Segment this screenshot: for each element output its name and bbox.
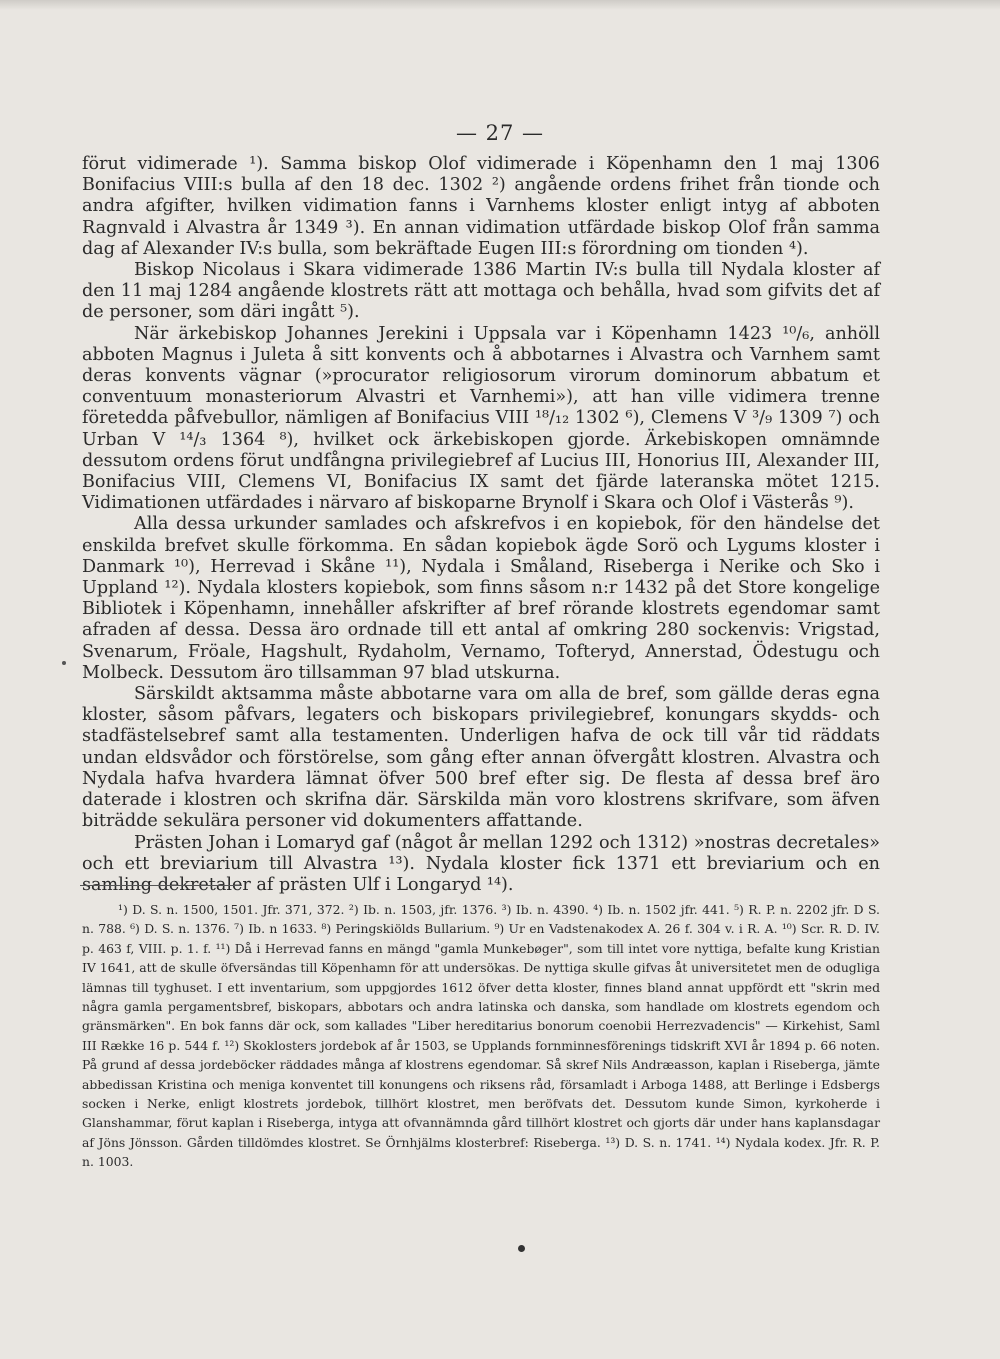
- paragraph-3: När ärkebiskop Johannes Jerekini i Uppsala var i Köpenhamn 1423 ¹⁰/₆, anhöll abboten Magnus i Juleta å sitt konvents och å abbotarnes i Alvastra och Varnhem samt deras konvents vägnar (»procurator religiosorum virorum dominorum abbatum et conventuum monasteriorum Alvastri et Varnhemi»), att han ville vidimera trenne företedda påfvebullor, nämligen af Bonifacius VIII ¹⁸/₁₂ 1302 ⁶), Clemens V ³/₉ 1309 ⁷) och Urban V ¹⁴/₃ 1364 ⁸), hvilket ock ärkebiskopen gjorde. Ärkebiskopen omnämnde dessutom ordens förut undfångna privilegiebref af Lucius III, Honorius III, Alexander III, Bonifacius VIII, Clemens VI, Bonifacius IX samt det fjärde lateranska mötet 1215. Vidimationen utfärdades i närvaro af biskoparne Brynolf i Skara och Olof i Västerås ⁹).: [82, 323, 880, 514]
- paragraph-1: förut vidimerade ¹). Samma biskop Olof vidimerade i Köpenhamn den 1 maj 1306 Bonifacius VIII:s bulla af den 18 dec. 1302 ²) angående ordens frihet från tionde och andra afgifter, hvilken vidimation fanns i Varnhems kloster enligt intyg af abboten Ragnvald i Alvastra år 1349 ³). En annan vidimation utfärdade biskop Olof från samma dag af Alexander IV:s bulla, som bekräftade Eugen III:s förordning om tionden ⁴).: [82, 154, 880, 259]
- footnote-divider: [80, 885, 242, 886]
- page-number: — 27 —: [455, 121, 545, 145]
- paragraph-5: Särskildt aktsamma måste abbotarne vara om alla de bref, som gällde deras egna kloster, såsom påfvars, legaters och biskopars privilegiebref, konungars skydds- och stadfästelsebref samt alla testamenten. Underligen hafva de ock till vår tid räddats undan eldsvådor och förstörelse, som gång efter annan öfvergått klostren. Alvastra och Nydala hafva hvardera lämnat öfver 500 bref efter sig. De flesta af dessa bref äro daterade i klostren och skrifna där. Särskilda män voro klostrens skrifvare, som äfven biträdde sekulära personer vid dokumenters affattande.: [82, 684, 880, 832]
- body-text: [82, 154, 880, 896]
- footnotes: [82, 900, 880, 1172]
- page-top-edge: [0, 0, 1000, 10]
- paragraph-6: Prästen Johan i Lomaryd gaf (något år mellan 1292 och 1312) »nostras decretales» och ett breviarium till Alvastra ¹³). Nydala kloster fick 1371 ett breviarium och en samling dekretaler af prästen Ulf i Longaryd ¹⁴).: [82, 832, 880, 895]
- footnotes-text: ¹) D. S. n. 1500, 1501. Jfr. 371, 372. ²) Ib. n. 1503, jfr. 1376. ³) Ib. n. 4390. ⁴) Ib. n. 1502 jfr. 441. ⁵) R. P. n. 2202 jfr. D S. n. 788. ⁶) D. S. n. 1376. ⁷) Ib. n 1633. ⁸) Peringskiölds Bullarium. ⁹) Ur en Vadstenakodex A. 26 f. 304 v. i R. A. ¹⁰) Scr. R. D. IV. p. 463 f, VIII. p. 1. f. ¹¹) Då i Herrevad fanns en mängd "gamla Munkebøger", som till intet vore nyttiga, befalte kung Kristian IV 1641, att de skulle öfversändas till Köpenhamn för att undersökas. De nyttiga skulle gifvas åt universitetet men de odugliga lämnas till tyghuset. I ett inventarium, som uppgjordes 1612 öfver detta kloster, finnes bland annat uppfördt ett "skrin med några gamla pergamentsbref, biskopars, abbotars och andra latinska och danska, som handlade om klostrets egendom och gränsmärken". En bok fanns där ock, som kallades "Liber hereditarius bonorum coenobii Herrezvadencis" — Kirkehist, Saml III Række 16 p. 544 f. ¹²) Skoklosters jordebok af år 1503, se Upplands fornminnesförenings tidskrift XVI år 1894 p. 66 noten. På grund af dessa jordeböcker räddades många af klostrens egendomar. Så skref Nils Andræasson, kaplan i Riseberga, jämte abbedissan Kristina och meniga konventet till konungens och riksens råd, församladt i Arboga 1488, att Berlinge i Edsbergs socken i Nerke, enligt klostrets jordebok, tillhört klostret, men beröfvats det. Dessutom kunde Simon, kyrkoherde i Glanshammar, förut kaplan i Riseberga, intyga att ofvannämnda gård tillhört klostret och gjorts där under hans kaplansdagar af Jöns Jönsson. Gården tilldömdes klostret. Se Örnhjälms klosterbref: Riseberga. ¹³) D. S. n. 1741. ¹⁴) Nydala kodex. Jfr. R. P. n. 1003.: [82, 902, 880, 1170]
- ink-blot: [518, 1245, 525, 1252]
- margin-speck: [62, 661, 66, 665]
- paragraph-4: Alla dessa urkunder samlades och afskrefvos i en kopiebok, för den händelse det enskilda brefvet skulle förkomma. En sådan kopiebok ägde Sorö och Lygums kloster i Danmark ¹⁰), Herrevad i Skåne ¹¹), Nydala i Småland, Riseberga i Nerike och Sko i Uppland ¹²). Nydala klosters kopiebok, som finns såsom n:r 1432 på det Store kongelige Bibliotek i Köpenhamn, innehåller afskrifter af bref rörande klostrets egendomar samt afraden af dessa. Dessa äro ordnade till ett antal af omkring 280 sockenvis: Vrigstad, Svenarum, Fröale, Hagshult, Rydaholm, Vernamo, Tofteryd, Annerstad, Ödestugu och Molbeck. Dessutom äro tillsamman 97 blad utskurna.: [82, 514, 880, 683]
- paragraph-2: Biskop Nicolaus i Skara vidimerade 1386 Martin IV:s bulla till Nydala kloster af den 11 maj 1284 angående klostrets rätt att mottaga och behålla, hvad som gifvits det af de personer, som däri ingått ⁵).: [82, 260, 880, 323]
